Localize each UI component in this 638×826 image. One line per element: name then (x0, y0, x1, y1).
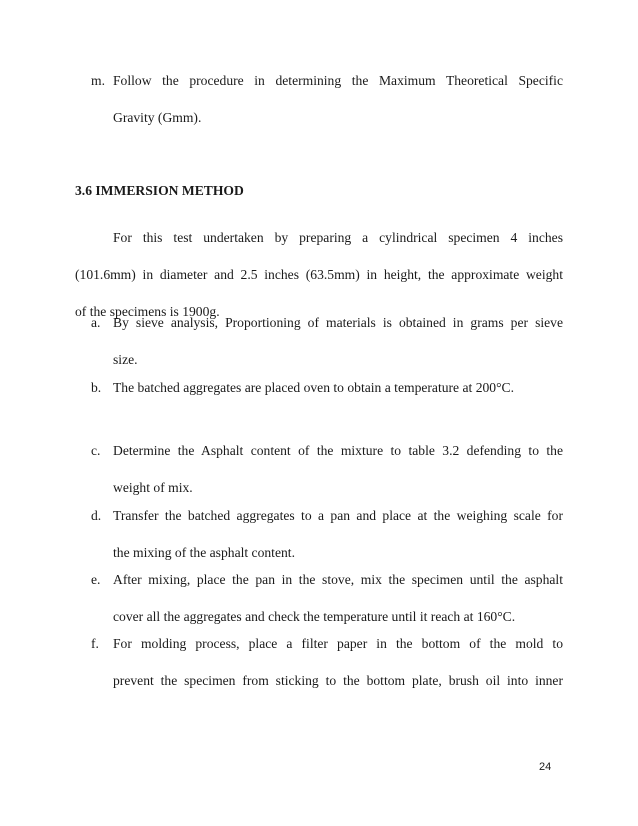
text-line: cover all the aggregates and check the temperature until it reach at 160°C. (113, 609, 516, 624)
text-line: (101.6mm) in diameter and 2.5 inches (63.5mm) in height, the approximate weight (75, 267, 563, 282)
page-number: 24 (539, 761, 552, 773)
text-line: Follow the procedure in determining the Maximum Theoretical Specific (113, 73, 563, 88)
list-marker: m. (91, 73, 105, 88)
text-line: By sieve analysis, Proportioning of materials is obtained in grams per sieve (113, 315, 563, 330)
list-marker: c. (91, 443, 101, 458)
text-line: of the specimens is 1900g. (75, 304, 220, 319)
text-line: weight of mix. (113, 480, 193, 495)
list-item-e (91, 570, 563, 630)
list-item-m (91, 71, 563, 131)
list-marker: e. (91, 572, 101, 587)
text-line: the mixing of the asphalt content. (113, 545, 295, 560)
list-marker: b. (91, 380, 102, 395)
list-item-a (91, 313, 563, 373)
text-line: For molding process, place a filter paper in the bottom of the mold to (113, 636, 563, 651)
text-line: For this test undertaken by preparing a cylindrical specimen 4 inches (113, 230, 563, 245)
text-line: The batched aggregates are placed oven to obtain a temperature at 200°C. (113, 380, 514, 395)
list-item-d (91, 506, 563, 566)
text-line: After mixing, place the pan in the stove, mix the specimen until the asphalt (113, 572, 563, 587)
list-item-b (91, 378, 563, 402)
list-marker: f. (91, 636, 99, 651)
list-item-c (91, 441, 563, 501)
list-marker: a. (91, 315, 101, 330)
list-item-f (91, 634, 563, 694)
section-heading: 3.6 IMMERSION METHOD (75, 183, 244, 198)
text-line: Transfer the batched aggregates to a pan and place at the weighing scale for (113, 508, 563, 523)
text-line: prevent the specimen from sticking to the bottom plate, brush oil into inner (113, 673, 563, 688)
text-line: Determine the Asphalt content of the mixture to table 3.2 defending to the (113, 443, 563, 458)
text-line: Gravity (Gmm). (113, 110, 202, 125)
list-marker: d. (91, 508, 102, 523)
text-line: size. (113, 352, 138, 367)
